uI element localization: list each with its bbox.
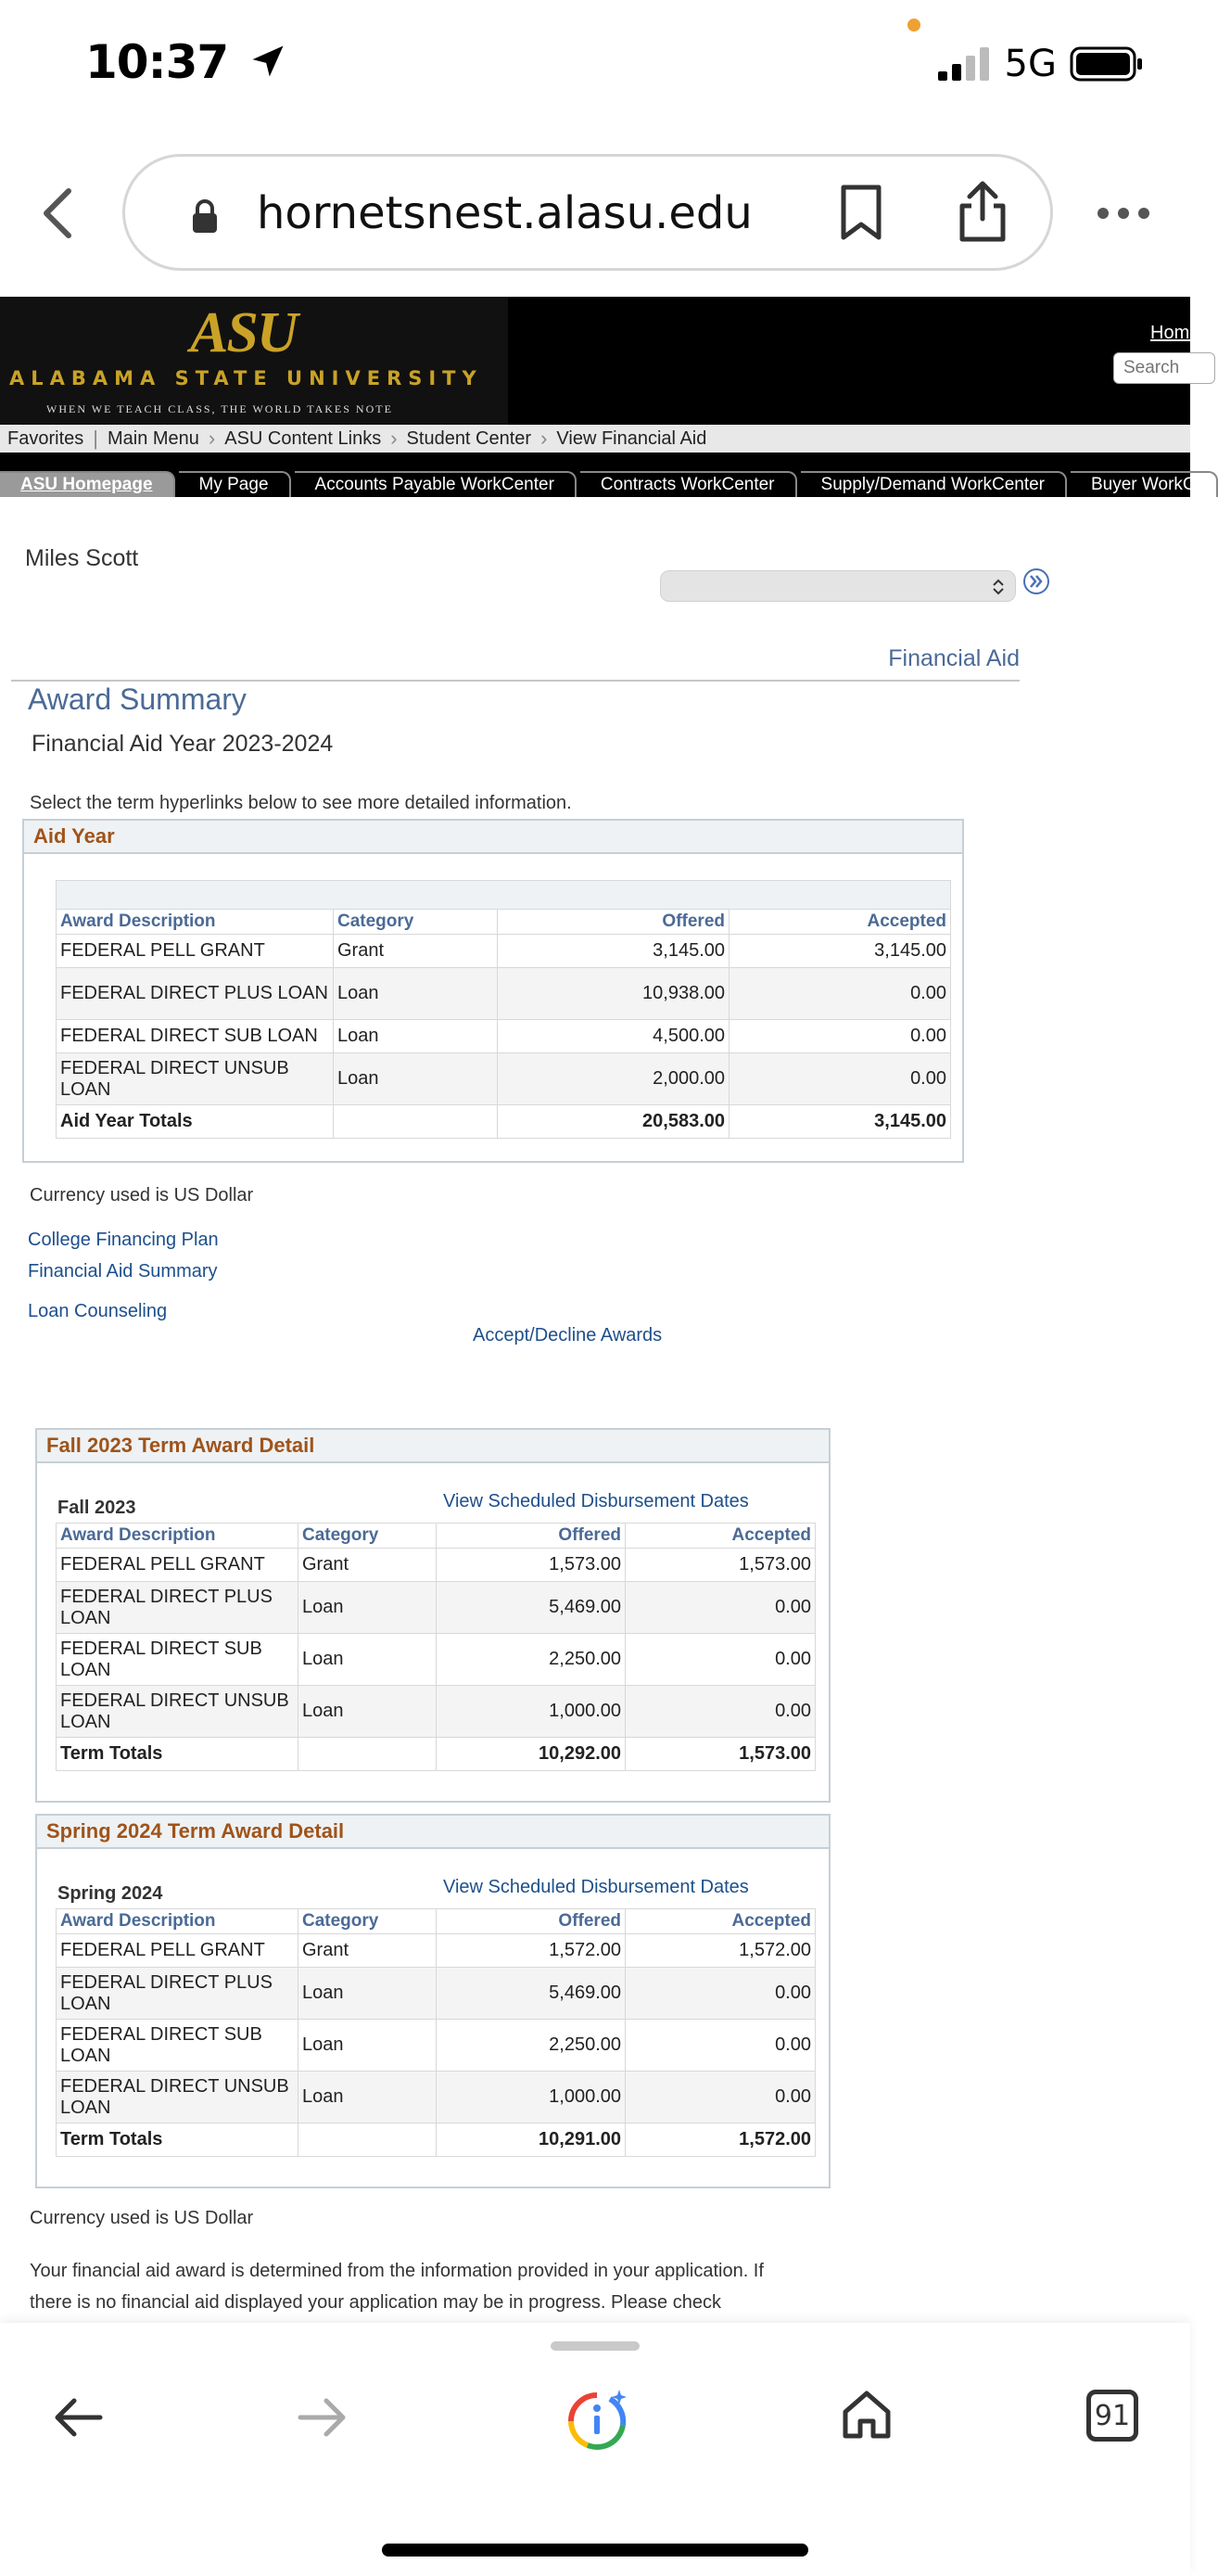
double-chevron-right-icon bbox=[1022, 567, 1050, 595]
tab-my-page[interactable]: My Page bbox=[179, 471, 291, 497]
award-category: Loan bbox=[298, 2020, 437, 2072]
award-description: FEDERAL DIRECT SUB LOAN bbox=[57, 1634, 298, 1686]
award-category: Loan bbox=[298, 1582, 437, 1634]
col-category: Category bbox=[298, 1909, 437, 1934]
col-category: Category bbox=[334, 910, 498, 935]
table-header-row bbox=[57, 1909, 816, 1934]
totals-offered: 10,292.00 bbox=[437, 1738, 626, 1771]
totals-label: Term Totals bbox=[57, 1738, 298, 1771]
tab-supply-demand[interactable]: Supply/Demand WorkCenter bbox=[801, 471, 1067, 497]
home-link[interactable]: Home bbox=[1150, 323, 1200, 343]
spring-term-table bbox=[56, 1908, 816, 2157]
fall-term-label: Fall 2023 bbox=[57, 1498, 136, 1518]
currency-note: Currency used is US Dollar bbox=[30, 1185, 254, 1205]
chevron-right-icon: › bbox=[208, 427, 216, 450]
award-offered: 10,938.00 bbox=[498, 968, 730, 1020]
award-category: Loan bbox=[298, 1634, 437, 1686]
time-text: 10:37 bbox=[85, 35, 229, 89]
fall-term-panel bbox=[35, 1428, 831, 1803]
col-category: Category bbox=[298, 1524, 437, 1549]
home-indicator bbox=[382, 2544, 808, 2557]
totals-empty bbox=[298, 1738, 437, 1771]
header-divider bbox=[11, 680, 1020, 682]
aid-year-table bbox=[56, 880, 951, 1139]
award-accepted: 1,572.00 bbox=[626, 1934, 816, 1968]
award-offered: 1,000.00 bbox=[437, 1686, 626, 1738]
award-category: Loan bbox=[298, 2072, 437, 2123]
network-label: 5G bbox=[1004, 43, 1057, 85]
orange-dot-indicator bbox=[907, 19, 920, 32]
tab-count: 91 bbox=[1094, 2399, 1131, 2432]
award-accepted: 1,573.00 bbox=[626, 1549, 816, 1582]
award-description: FEDERAL PELL GRANT bbox=[57, 1934, 298, 1968]
tab-buyer[interactable]: Buyer WorkC bbox=[1071, 471, 1218, 497]
battery-icon bbox=[1070, 45, 1144, 83]
totals-accepted: 3,145.00 bbox=[730, 1105, 951, 1139]
award-category: Loan bbox=[334, 1053, 498, 1105]
chevron-left-icon bbox=[37, 185, 78, 241]
col-offered: Offered bbox=[437, 1524, 626, 1549]
go-button[interactable] bbox=[1022, 567, 1050, 600]
totals-row bbox=[57, 1105, 951, 1139]
table-row bbox=[57, 1549, 816, 1582]
instruction-text: Select the term hyperlinks below to see more detailed information. bbox=[30, 793, 572, 813]
cellular-signal-icon bbox=[936, 45, 992, 83]
award-description: FEDERAL PELL GRANT bbox=[57, 935, 334, 968]
select-arrows-icon bbox=[991, 577, 1006, 597]
table-header-row bbox=[57, 1524, 816, 1549]
college-financing-plan-link[interactable]: College Financing Plan bbox=[28, 1230, 219, 1250]
award-description: FEDERAL DIRECT PLUS LOAN bbox=[57, 1582, 298, 1634]
award-category: Grant bbox=[334, 935, 498, 968]
bookmark-icon bbox=[838, 184, 884, 241]
fall-term-table bbox=[56, 1523, 816, 1771]
award-accepted: 0.00 bbox=[626, 1582, 816, 1634]
crumb-content-links[interactable]: ASU Content Links bbox=[224, 427, 382, 449]
table-row bbox=[57, 935, 951, 968]
award-accepted: 0.00 bbox=[626, 2020, 816, 2072]
back-button[interactable] bbox=[52, 2395, 104, 2444]
col-accepted: Accepted bbox=[626, 1524, 816, 1549]
table-row bbox=[57, 1634, 816, 1686]
award-accepted: 0.00 bbox=[626, 1686, 816, 1738]
totals-label: Aid Year Totals bbox=[57, 1105, 334, 1139]
nav-tabs bbox=[0, 453, 1196, 497]
location-arrow-icon bbox=[247, 41, 288, 82]
totals-accepted: 1,573.00 bbox=[626, 1738, 816, 1771]
totals-row bbox=[57, 2123, 816, 2157]
table-toolbar bbox=[57, 881, 951, 910]
award-offered: 2,250.00 bbox=[437, 2020, 626, 2072]
award-category: Grant bbox=[298, 1934, 437, 1968]
award-description: FEDERAL DIRECT SUB LOAN bbox=[57, 1020, 334, 1053]
crumb-favorites[interactable]: Favorites bbox=[7, 427, 84, 449]
url-text[interactable]: hornetsnest.alasu.edu bbox=[257, 187, 753, 239]
google-lens-button[interactable] bbox=[564, 2388, 630, 2459]
chevron-right-icon: › bbox=[540, 427, 548, 450]
ellipsis-icon bbox=[1096, 206, 1151, 221]
spring-term-label: Spring 2024 bbox=[57, 1883, 163, 1904]
loan-counseling-link[interactable]: Loan Counseling bbox=[28, 1301, 168, 1321]
col-award-description: Award Description bbox=[57, 910, 334, 935]
award-footer-text: Your financial aid award is determined from the information provided in your application. If there is no financial aid displayed your application may be in progress. Please check bbox=[30, 2261, 764, 2313]
student-name: Miles Scott bbox=[25, 545, 139, 571]
award-offered: 4,500.00 bbox=[498, 1020, 730, 1053]
col-offered: Offered bbox=[437, 1909, 626, 1934]
table-row bbox=[57, 1582, 816, 1634]
lock-icon bbox=[190, 198, 220, 239]
table-header-row bbox=[57, 910, 951, 935]
crumb-main-menu[interactable]: Main Menu bbox=[107, 427, 199, 449]
col-award-description: Award Description bbox=[57, 1909, 298, 1934]
totals-offered: 10,291.00 bbox=[437, 2123, 626, 2157]
col-accepted: Accepted bbox=[626, 1909, 816, 1934]
award-offered: 1,572.00 bbox=[437, 1934, 626, 1968]
totals-row bbox=[57, 1738, 816, 1771]
home-icon bbox=[840, 2388, 894, 2442]
status-time bbox=[85, 35, 288, 89]
award-accepted: 0.00 bbox=[626, 1634, 816, 1686]
share-button[interactable] bbox=[957, 180, 1009, 248]
back-chevron-button[interactable] bbox=[37, 185, 78, 246]
award-accepted: 0.00 bbox=[626, 2072, 816, 2123]
award-description: FEDERAL DIRECT PLUS LOAN bbox=[57, 1968, 298, 2020]
search-input[interactable] bbox=[1113, 352, 1215, 384]
arrow-left-icon bbox=[52, 2395, 104, 2440]
award-offered: 5,469.00 bbox=[437, 1968, 626, 2020]
asu-logo: ASU bbox=[190, 301, 297, 364]
award-offered: 2,000.00 bbox=[498, 1053, 730, 1105]
award-description: FEDERAL DIRECT PLUS LOAN bbox=[57, 968, 334, 1020]
spring-panel-title: Spring 2024 Term Award Detail bbox=[37, 1816, 829, 1849]
arrow-right-icon bbox=[297, 2395, 349, 2440]
award-description: FEDERAL DIRECT UNSUB LOAN bbox=[57, 1686, 298, 1738]
table-row bbox=[57, 1968, 816, 2020]
tabs-button[interactable] bbox=[1086, 2390, 1138, 2442]
award-description: FEDERAL DIRECT UNSUB LOAN bbox=[57, 1053, 334, 1105]
table-row bbox=[57, 1686, 816, 1738]
table-row bbox=[57, 1053, 951, 1105]
award-accepted: 0.00 bbox=[626, 1968, 816, 2020]
fall-disbursement-link[interactable]: View Scheduled Disbursement Dates bbox=[443, 1491, 749, 1511]
crumb-view-financial-aid[interactable]: View Financial Aid bbox=[556, 427, 707, 449]
award-description: FEDERAL PELL GRANT bbox=[57, 1549, 298, 1582]
aid-year-panel-title: Aid Year bbox=[24, 821, 962, 854]
award-category: Grant bbox=[298, 1549, 437, 1582]
site-header bbox=[0, 297, 1200, 425]
crumb-student-center[interactable]: Student Center bbox=[406, 427, 532, 449]
award-offered: 5,469.00 bbox=[437, 1582, 626, 1634]
crumb-divider: | bbox=[93, 427, 98, 450]
totals-accepted: 1,572.00 bbox=[626, 2123, 816, 2157]
table-row bbox=[57, 1020, 951, 1053]
tab-asu-homepage[interactable]: ASU Homepage bbox=[0, 471, 175, 497]
award-accepted: 3,145.00 bbox=[730, 935, 951, 968]
col-offered: Offered bbox=[498, 910, 730, 935]
home-button[interactable] bbox=[840, 2388, 894, 2446]
aid-year-label: Financial Aid Year 2023-2024 bbox=[32, 731, 334, 757]
award-accepted: 0.00 bbox=[730, 968, 951, 1020]
award-accepted: 0.00 bbox=[730, 1053, 951, 1105]
totals-empty bbox=[298, 2123, 437, 2157]
award-offered: 1,000.00 bbox=[437, 2072, 626, 2123]
table-row bbox=[57, 968, 951, 1020]
award-offered: 1,573.00 bbox=[437, 1549, 626, 1582]
status-right bbox=[936, 43, 1144, 85]
award-offered: 2,250.00 bbox=[437, 1634, 626, 1686]
award-description: FEDERAL DIRECT SUB LOAN bbox=[57, 2020, 298, 2072]
google-assistant-icon bbox=[564, 2388, 630, 2455]
fall-panel-title: Fall 2023 Term Award Detail bbox=[37, 1430, 829, 1463]
award-description: FEDERAL DIRECT UNSUB LOAN bbox=[57, 2072, 298, 2123]
totals-offered: 20,583.00 bbox=[498, 1105, 730, 1139]
col-accepted: Accepted bbox=[730, 910, 951, 935]
university-name: ALABAMA STATE UNIVERSITY bbox=[9, 367, 483, 389]
drag-handle[interactable] bbox=[551, 2341, 640, 2351]
accept-decline-awards-link[interactable]: Accept/Decline Awards bbox=[473, 1325, 663, 1345]
financial-aid-section-link[interactable]: Financial Aid bbox=[888, 645, 1020, 671]
table-row bbox=[57, 2072, 816, 2123]
award-offered: 3,145.00 bbox=[498, 935, 730, 968]
col-award-description: Award Description bbox=[57, 1524, 298, 1549]
currency-note-2: Currency used is US Dollar bbox=[30, 2208, 254, 2228]
award-category: Loan bbox=[298, 1686, 437, 1738]
term-select[interactable] bbox=[660, 570, 1016, 602]
table-row bbox=[57, 1934, 816, 1968]
totals-empty bbox=[334, 1105, 498, 1139]
tab-accounts-payable[interactable]: Accounts Payable WorkCenter bbox=[295, 471, 577, 497]
more-options-button[interactable] bbox=[1096, 206, 1151, 225]
financial-aid-summary-link[interactable]: Financial Aid Summary bbox=[28, 1261, 218, 1282]
page-title: Award Summary bbox=[28, 682, 247, 716]
totals-label: Term Totals bbox=[57, 2123, 298, 2157]
chevron-right-icon: › bbox=[390, 427, 398, 450]
share-icon bbox=[957, 180, 1009, 243]
award-accepted: 0.00 bbox=[730, 1020, 951, 1053]
award-category: Loan bbox=[298, 1968, 437, 2020]
spring-disbursement-link[interactable]: View Scheduled Disbursement Dates bbox=[443, 1877, 749, 1897]
forward-button[interactable] bbox=[297, 2395, 349, 2444]
table-toolbar-row bbox=[57, 881, 951, 910]
tab-contracts[interactable]: Contracts WorkCenter bbox=[580, 471, 797, 497]
motto: WHEN WE TEACH CLASS, THE WORLD TAKES NOTE bbox=[46, 402, 393, 415]
browser-bottom-toolbar bbox=[0, 2323, 1190, 2576]
aid-year-panel bbox=[22, 819, 964, 1163]
award-category: Loan bbox=[334, 968, 498, 1020]
breadcrumb bbox=[0, 425, 1190, 453]
table-row bbox=[57, 2020, 816, 2072]
bookmark-button[interactable] bbox=[838, 184, 884, 246]
award-category: Loan bbox=[334, 1020, 498, 1053]
spring-term-panel bbox=[35, 1814, 831, 2188]
